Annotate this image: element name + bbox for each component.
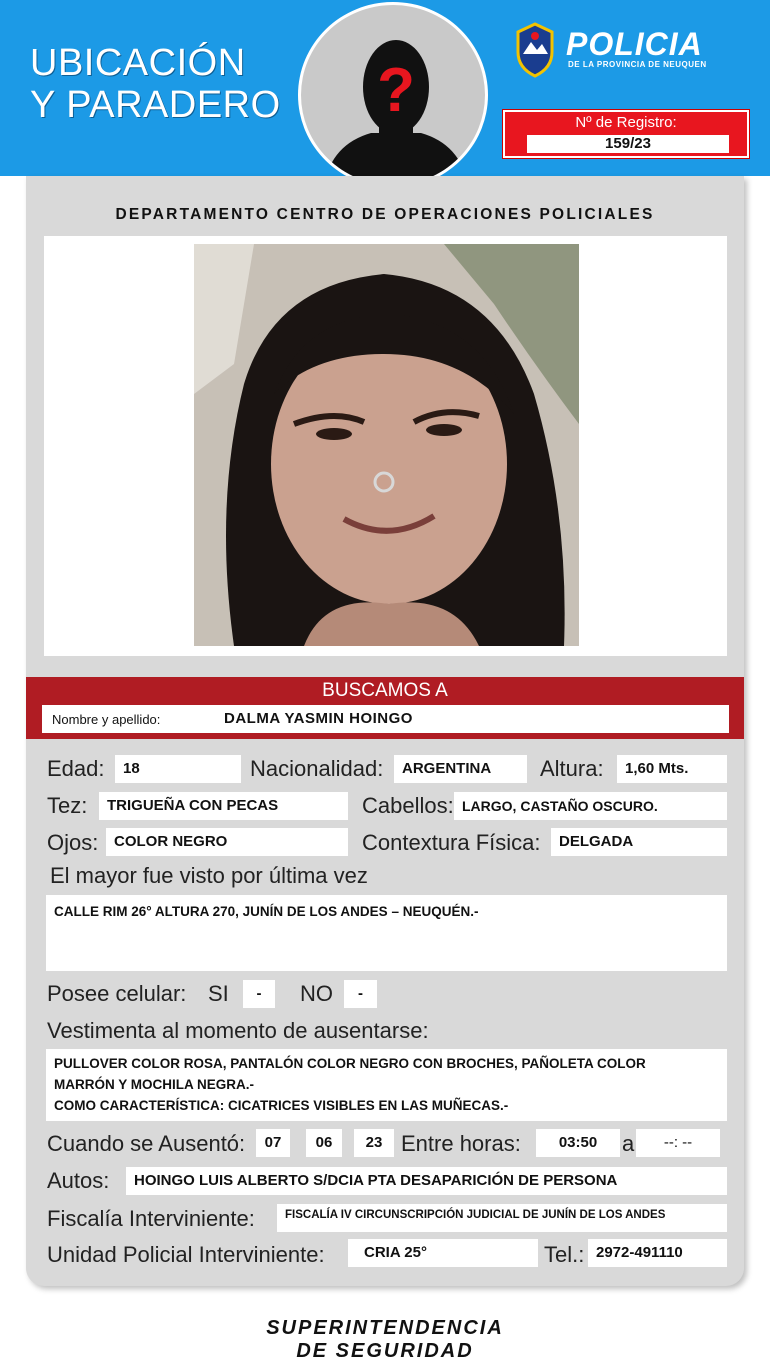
ojos-label: Ojos: [47,830,99,855]
tel-value: 2972-491110 [588,1239,727,1267]
autos-label: Autos: [47,1168,110,1193]
svg-text:?: ? [377,56,415,125]
nacionalidad-value: ARGENTINA [394,755,527,783]
police-brand-name: POLICIA [566,26,703,62]
mes-value: 06 [306,1129,342,1157]
dia-value: 07 [256,1129,290,1157]
registro-label: Nº de Registro: [575,114,677,131]
registro-box [503,110,749,158]
contextura-label: Contextura Física: [362,830,541,855]
no-label: NO [300,981,333,1006]
header-banner [0,0,770,176]
anio-value: 23 [354,1129,394,1157]
tez-label: Tez: [47,793,88,818]
name-value: DALMA YASMIN HOINGO [224,710,413,727]
cabellos-value: LARGO, CASTAÑO OSCURO. [454,792,727,820]
poster-card [26,176,744,1286]
fiscalia-value: FISCALÍA IV CIRCUNSCRIPCIÓN JUDICIAL DE JUNÍN DE LOS ANDES [277,1204,727,1232]
fiscalia-label: Fiscalía Interviniente: [47,1206,255,1231]
tel-label: Tel.: [544,1242,585,1267]
no-value: - [344,980,377,1008]
altura-label: Altura: [540,756,604,781]
vestimenta-label: Vestimenta al momento de ausentarse: [47,1018,429,1043]
visto-value: CALLE RIM 26° ALTURA 270, JUNÍN DE LOS ANDES – NEUQUÉN.- [46,895,727,971]
photo-frame [44,236,727,656]
edad-label: Edad: [47,756,105,781]
tez-value: TRIGUEÑA CON PECAS [99,792,348,820]
celular-label: Posee celular: [47,981,187,1006]
footer-line-1: SUPERINTENDENCIA [266,1317,504,1339]
police-brand-subtitle: DE LA PROVINCIA DE NEUQUEN [568,60,707,69]
hora-hasta-value: --: -- [636,1129,720,1157]
nacionalidad-label: Nacionalidad: [250,756,384,781]
si-label: SI [208,981,229,1006]
unidad-label: Unidad Policial Interviniente: [47,1242,325,1267]
unknown-person-icon [298,2,488,188]
altura-value: 1,60 Mts. [617,755,727,783]
search-band [26,677,744,739]
hora-desde-value: 03:50 [536,1129,620,1157]
vestimenta-line-3: COMO CARACTERÍSTICA: CICATRICES VISIBLES EN LAS MUÑECAS.- [54,1098,509,1113]
search-title: BUSCAMOS A [322,680,448,701]
police-crest-icon [514,22,556,78]
unidad-value: CRIA 25° [348,1239,538,1267]
a-label: a [622,1131,635,1156]
contextura-value: DELGADA [551,828,727,856]
horas-label: Entre horas: [401,1131,521,1156]
department-title: DEPARTAMENTO CENTRO DE OPERACIONES POLICIALES [115,206,655,223]
missing-person-photo [194,244,579,646]
title-line-1: UBICACIÓN [30,42,246,84]
edad-value: 18 [115,755,241,783]
autos-value: HOINGO LUIS ALBERTO S/DCIA PTA DESAPARICIÓN DE PERSONA [126,1167,727,1195]
si-value: - [243,980,275,1008]
poster-title [30,42,281,126]
name-field [42,705,729,733]
vestimenta-line-1: PULLOVER COLOR ROSA, PANTALÓN COLOR NEGRO CON BROCHES, PAÑOLETA COLOR [54,1056,646,1071]
vestimenta-line-2: MARRÓN Y MOCHILA NEGRA.- [54,1077,255,1092]
cabellos-label: Cabellos: [362,793,454,818]
vestimenta-box [46,1049,727,1121]
ojos-value: COLOR NEGRO [106,828,348,856]
ausento-label: Cuando se Ausentó: [47,1131,246,1156]
footer-line-2: DE SEGURIDAD [296,1340,474,1362]
name-label: Nombre y apellido: [52,712,161,727]
registro-value: 159/23 [527,135,729,153]
visto-label: El mayor fue visto por última vez [50,863,368,888]
title-line-2: Y PARADERO [30,84,281,126]
